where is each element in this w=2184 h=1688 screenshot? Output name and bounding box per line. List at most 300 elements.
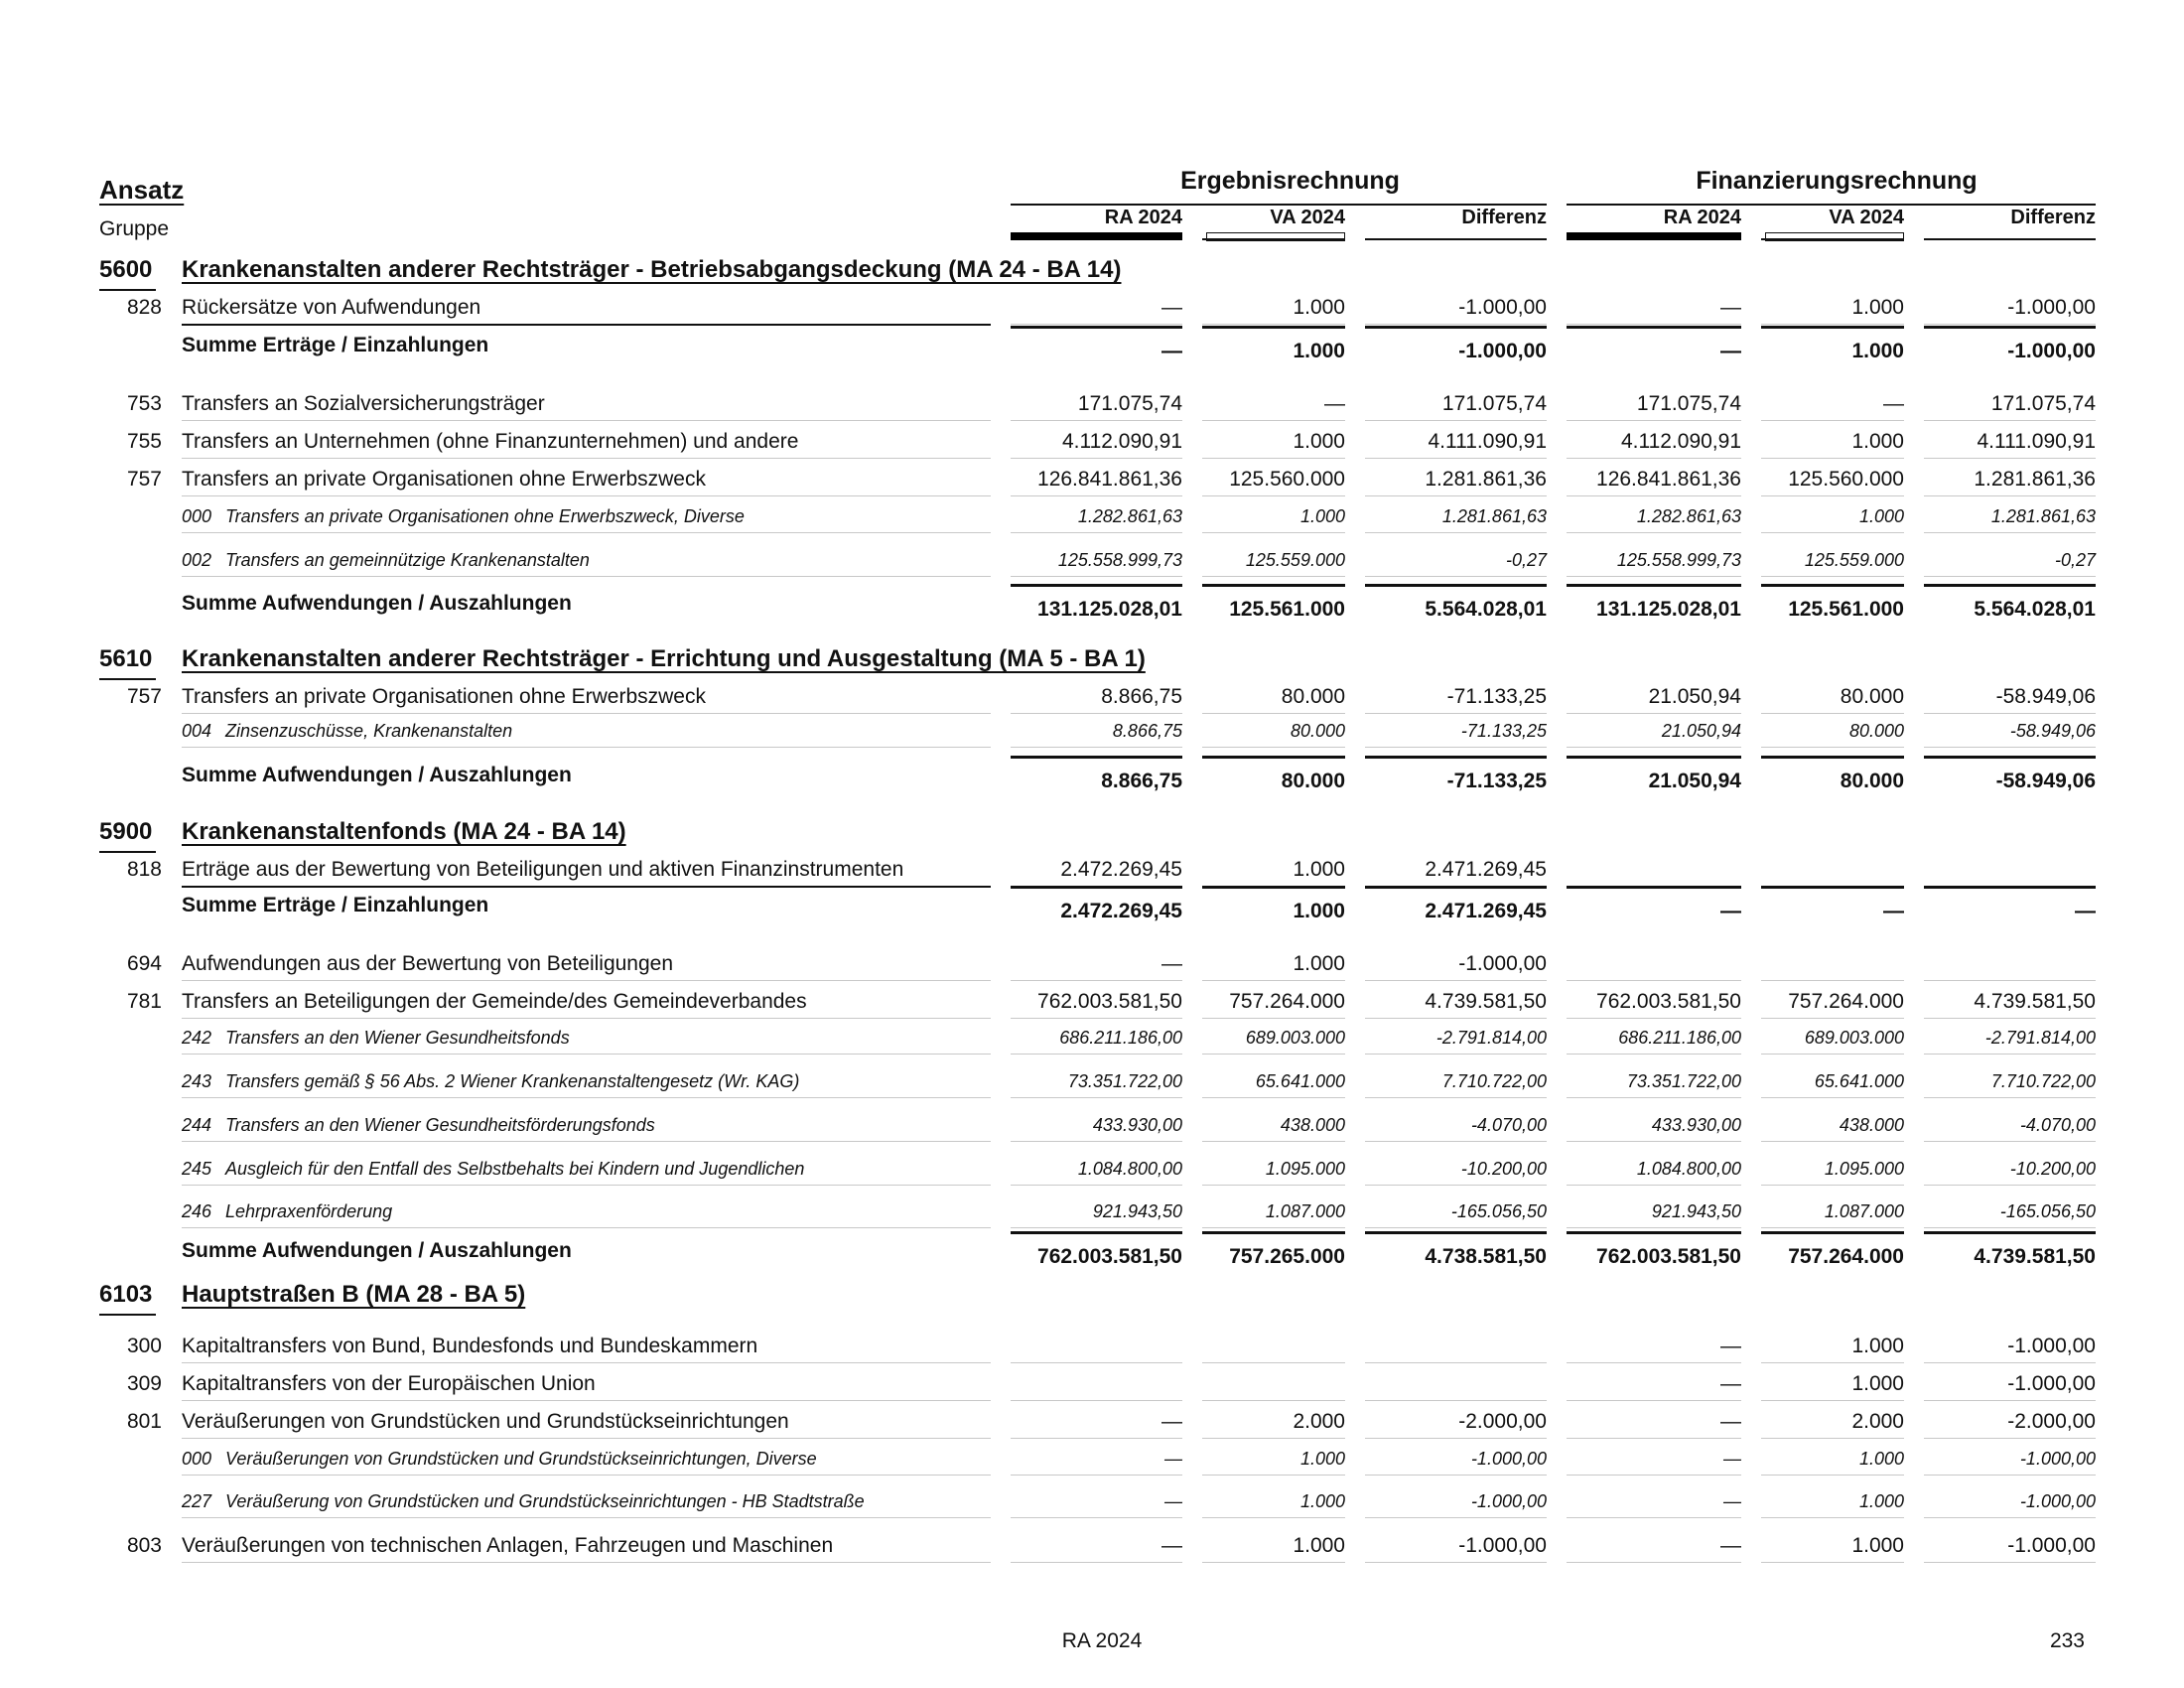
label-underline [182,1227,991,1228]
value-underline [1567,713,1741,714]
sub-row [0,548,2184,588]
row-code: 818 [126,858,162,881]
row-value: 1.000 [1851,1372,1904,1395]
value-underline [1011,1018,1182,1019]
row-value: 5.564.028,01 [1425,598,1547,621]
row-value: 1.000 [1851,1534,1904,1557]
row-value: 757.264.000 [1788,1245,1904,1268]
col-header-ra-finanz: RA 2024 [1663,207,1741,228]
value-underline [1202,1400,1345,1401]
value-underline [1761,495,1904,496]
page-number: 233 [2049,1629,2085,1652]
section-code: 5900 [99,818,153,845]
row-value: -1.000,00 [2019,1449,2096,1469]
row-value: — [1720,296,1741,319]
row-label: Transfers an private Organisationen ohne Erwerbszweck [182,685,706,708]
row-value: 1.084.800,00 [1636,1159,1741,1179]
row-value: 125.558.999,73 [1616,550,1741,570]
row-value: 762.003.581,50 [1596,1245,1741,1268]
value-underline [1761,532,1904,533]
value-underline [1924,1517,2096,1518]
table-row [0,1335,2184,1374]
label-underline [182,1562,991,1563]
value-underline [1567,1231,1741,1234]
table-row [0,1534,2184,1574]
row-value: -1.000,00 [2007,1335,2096,1357]
row-value: -1.000,00 [1458,1534,1547,1557]
label-underline [182,1185,991,1186]
row-value: 125.560.000 [1229,468,1345,491]
value-underline [1202,584,1345,587]
value-underline [1202,1362,1345,1363]
value-underline [1924,420,2096,421]
row-value: — [1164,1491,1182,1511]
row-value: 686.211.186,00 [1618,1028,1741,1048]
value-underline [1365,1231,1547,1234]
row-value: 2.472.269,45 [1060,858,1182,881]
row-value: 7.710.722,00 [1441,1071,1547,1091]
row-label: Summe Aufwendungen / Auszahlungen [182,1239,572,1262]
value-underline [1567,1018,1741,1019]
section-title: Krankenanstalten anderer Rechtsträger - Errichtung und Ausgestaltung (MA 5 - BA 1) [182,645,1146,672]
row-code: 000 [182,1449,212,1469]
row-value: 1.087.000 [1824,1201,1904,1221]
col-header-va-finanz: VA 2024 [1829,207,1904,228]
sum-row [0,894,2184,939]
value-underline [1365,1517,1547,1518]
row-value: 5.564.028,01 [1974,598,2096,621]
row-value: 8.866,75 [1101,685,1182,708]
ergebnisrechnung-title: Ergebnisrechnung [1180,167,1400,195]
row-value: — [1324,392,1345,415]
row-value: — [1720,340,1741,362]
row-code: 245 [182,1159,212,1179]
row-value: -2.791.814,00 [1435,1028,1547,1048]
row-value: 1.281.861,63 [1990,506,2096,526]
value-underline [1202,1054,1345,1055]
value-underline [1567,532,1741,533]
value-underline [1365,324,1547,325]
label-underline [182,495,991,496]
value-underline [1202,1141,1345,1142]
row-value: -0,27 [2054,550,2096,570]
value-underline [1011,576,1182,577]
value-underline [1202,1517,1345,1518]
row-code: 757 [126,685,162,708]
row-label: Transfers gemäß § 56 Abs. 2 Wiener Krankenanstaltengesetz (Wr. KAG) [225,1071,800,1091]
row-value: 689.003.000 [1804,1028,1904,1048]
value-underline [1761,980,1904,981]
value-underline [1567,1054,1741,1055]
value-underline [1011,1400,1182,1401]
row-value: 1.281.861,63 [1441,506,1547,526]
value-underline [1567,1562,1741,1563]
row-value: 2.471.269,45 [1425,900,1547,922]
value-underline [1761,1362,1904,1363]
value-underline [1365,420,1547,421]
row-value: 1.000 [1858,1491,1904,1511]
row-value: -1.000,00 [2007,340,2096,362]
row-value: 438.000 [1839,1115,1904,1135]
row-value: 4.111.090,91 [1977,430,2096,453]
value-underline [1924,1097,2096,1098]
value-underline [1567,324,1741,325]
value-underline [1011,1185,1182,1186]
sub-row [0,1026,2184,1065]
value-underline [1202,1231,1345,1234]
row-value: -2.000,00 [1458,1410,1547,1433]
row-label: Veräußerungen von Grundstücken und Grundstückseinrichtungen, Diverse [225,1449,817,1469]
value-underline [1011,756,1182,759]
section-title: Hauptstraßen B (MA 28 - BA 5) [182,1281,526,1308]
value-underline [1761,713,1904,714]
row-value: -1.000,00 [2019,1491,2096,1511]
section-title: Krankenanstaltenfonds (MA 24 - BA 14) [182,818,626,845]
value-underline [1365,886,1547,889]
value-underline [1365,756,1547,759]
row-code: 000 [182,506,212,526]
value-underline [1011,326,1182,329]
value-underline [1365,1562,1547,1563]
row-value: 80.000 [1848,721,1904,741]
row-value: 433.930,00 [1651,1115,1741,1135]
row-value: 80.000 [1840,770,1904,792]
value-underline [1011,1097,1182,1098]
row-label: Transfers an private Organisationen ohne Erwerbszweck, Diverse [225,506,745,526]
value-underline [1924,532,2096,533]
value-underline [1761,886,1904,889]
value-underline [1567,458,1741,459]
label-underline [182,1097,991,1098]
row-value: 2.472.269,45 [1060,900,1182,922]
row-value: -58.949,06 [1995,685,2096,708]
value-underline [1567,420,1741,421]
value-underline [1761,326,1904,329]
value-underline [1761,576,1904,577]
value-underline [1202,326,1345,329]
value-underline [1924,326,2096,329]
value-underline [1761,1141,1904,1142]
row-value: — [2075,900,2096,922]
row-value: 757.265.000 [1229,1245,1345,1268]
row-value: -1.000,00 [1458,340,1547,362]
row-value: -71.133,25 [1446,770,1547,792]
value-underline [1567,1475,1741,1476]
row-value: — [1720,1534,1741,1557]
section-code: 5600 [99,256,153,283]
row-value: 4.738.581,50 [1425,1245,1547,1268]
table-row [0,430,2184,470]
value-underline [1924,1054,2096,1055]
label-underline [182,1438,991,1439]
label-underline [182,1141,991,1142]
row-value: — [1161,296,1182,319]
ra-solid-marker [1567,232,1741,240]
value-underline [1365,980,1547,981]
row-label: Transfers an gemeinnützige Krankenanstalten [225,550,590,570]
table-row [0,952,2184,992]
value-underline [1011,1231,1182,1234]
row-value: 1.000 [1299,506,1345,526]
value-underline [1567,1141,1741,1142]
row-label: Summe Aufwendungen / Auszahlungen [182,764,572,786]
row-value: 762.003.581,50 [1596,990,1741,1013]
label-underline [182,1400,991,1401]
row-value: 1.000 [1851,430,1904,453]
row-value: 1.084.800,00 [1077,1159,1182,1179]
value-underline [1924,1438,2096,1439]
row-code: 227 [182,1491,212,1511]
sub-row [0,504,2184,544]
row-value: — [1161,1410,1182,1433]
value-underline [1202,1562,1345,1563]
value-underline [1202,756,1345,759]
row-code: 246 [182,1201,212,1221]
value-underline [1924,1475,2096,1476]
value-underline [1761,1475,1904,1476]
row-value: 1.087.000 [1265,1201,1345,1221]
value-underline [1924,584,2096,587]
row-value: -58.949,06 [2009,721,2096,741]
sum-row [0,1239,2184,1285]
table-row [0,1372,2184,1412]
row-value: — [1161,952,1182,975]
section-code: 6103 [99,1281,153,1308]
row-value: — [1161,340,1182,362]
row-value: -1.000,00 [2007,296,2096,319]
row-code: 309 [126,1372,162,1395]
row-value: 4.112.090,91 [1061,430,1182,453]
row-value: 126.841.861,36 [1596,468,1741,491]
value-underline [1761,1227,1904,1228]
table-row [0,990,2184,1030]
value-underline [1567,1438,1741,1439]
va-hollow-marker [1765,232,1904,241]
value-underline [1365,713,1547,714]
row-value: 125.559.000 [1804,550,1904,570]
sub-row [0,1489,2184,1529]
value-underline [1365,1097,1547,1098]
row-value: -58.949,06 [1995,770,2096,792]
value-underline [1011,1562,1182,1563]
row-value: 80.000 [1281,770,1345,792]
row-value: 1.000 [1851,1335,1904,1357]
row-label: Transfers an Unternehmen (ohne Finanzunternehmen) und andere [182,430,799,453]
row-value: — [1883,392,1904,415]
row-value: 171.075,74 [1441,392,1547,415]
value-underline [1924,980,2096,981]
row-value: 1.000 [1293,340,1345,362]
value-underline [1011,1227,1182,1228]
row-value: -165.056,50 [1450,1201,1547,1221]
table-row [0,296,2184,336]
value-underline [1202,1475,1345,1476]
value-underline [1924,1018,2096,1019]
row-label: Rückersätze von Aufwendungen [182,296,481,319]
row-code: 801 [126,1410,162,1433]
row-value: 1.095.000 [1265,1159,1345,1179]
row-value: 7.710.722,00 [1990,1071,2096,1091]
row-code: 757 [126,468,162,491]
row-value: 80.000 [1290,721,1345,741]
value-underline [1202,1097,1345,1098]
row-value: 125.560.000 [1788,468,1904,491]
value-underline [1365,1475,1547,1476]
value-underline [1011,495,1182,496]
row-code: 694 [126,952,162,975]
row-value: -1.000,00 [1470,1491,1547,1511]
row-value: -71.133,25 [1460,721,1547,741]
value-underline [1202,458,1345,459]
value-underline [1924,1231,2096,1234]
row-code: 300 [126,1335,162,1357]
value-underline [1011,886,1182,889]
value-underline [1011,324,1182,325]
row-value: -0,27 [1505,550,1547,570]
value-underline [1011,1054,1182,1055]
label-underline [182,886,991,888]
row-value: 921.943,50 [1092,1201,1182,1221]
section-code-underline [99,289,156,291]
row-value: -165.056,50 [1999,1201,2096,1221]
value-underline [1761,1231,1904,1234]
value-underline [1202,1018,1345,1019]
row-value: 125.561.000 [1229,598,1345,621]
row-value: 1.095.000 [1824,1159,1904,1179]
row-label: Ausgleich für den Entfall des Selbstbehalts bei Kindern und Jugendlichen [225,1159,805,1179]
row-value: 21.050,94 [1648,770,1741,792]
table-row [0,1410,2184,1450]
table-row [0,858,2184,898]
value-underline [1924,458,2096,459]
value-underline [1567,1185,1741,1186]
section-title: Krankenanstalten anderer Rechtsträger - Betriebsabgangsdeckung (MA 24 - BA 14) [182,256,1122,283]
row-value: -4.070,00 [2019,1115,2096,1135]
value-underline [1567,1362,1741,1363]
row-value: 1.000 [1293,1534,1345,1557]
label-underline [182,980,991,981]
section-code: 5610 [99,645,153,672]
row-value: 1.000 [1851,340,1904,362]
value-underline [1202,886,1345,889]
label-underline [182,420,991,421]
label-underline [182,458,991,459]
row-value: 757.264.000 [1229,990,1345,1013]
value-underline [1202,980,1345,981]
value-underline [1202,747,1345,748]
section-code-underline [99,678,156,680]
value-underline [1924,756,2096,759]
row-label: Transfers an den Wiener Gesundheitsfonds [225,1028,570,1048]
row-value: 131.125.028,01 [1596,598,1741,621]
value-underline [1365,326,1547,329]
row-code: 828 [126,296,162,319]
col-header-ra-ergebnis: RA 2024 [1104,207,1182,228]
row-label: Transfers an den Wiener Gesundheitsförderungsfonds [225,1115,655,1135]
finanzierungsrechnung-title: Finanzierungsrechnung [1696,167,1978,195]
ra-solid-marker [1011,232,1182,240]
value-underline [1011,420,1182,421]
row-value: 2.000 [1293,1410,1345,1433]
section-code-underline [99,1314,156,1316]
value-underline [1365,458,1547,459]
value-underline [1365,1054,1547,1055]
row-value: — [1720,1372,1741,1395]
row-value: 21.050,94 [1648,685,1741,708]
value-underline [1761,1438,1904,1439]
row-value: 757.264.000 [1788,990,1904,1013]
col-header-va-ergebnis: VA 2024 [1270,207,1345,228]
row-label: Transfers an private Organisationen ohne Erwerbszweck [182,468,706,491]
row-value: 8.866,75 [1112,721,1182,741]
value-underline [1924,713,2096,714]
value-underline [1365,1185,1547,1186]
value-underline [1924,324,2096,325]
value-underline [1011,747,1182,748]
row-label: Transfers an Beteiligungen der Gemeinde/des Gemeindeverbandes [182,990,807,1013]
value-underline [1761,1562,1904,1563]
row-label: Kapitaltransfers von Bund, Bundesfonds und Bundeskammern [182,1335,758,1357]
finanz-group-line [1567,204,2096,206]
row-code: 755 [126,430,162,453]
row-value: — [1723,1449,1741,1469]
row-value: 4.112.090,91 [1620,430,1741,453]
value-underline [1567,576,1741,577]
value-underline [1011,1141,1182,1142]
value-underline [1761,584,1904,587]
row-value: 131.125.028,01 [1037,598,1182,621]
row-value: -10.200,00 [2009,1159,2096,1179]
row-value: 171.075,74 [1990,392,2096,415]
value-underline [1924,1562,2096,1563]
row-value: 125.558.999,73 [1057,550,1182,570]
row-value: 1.000 [1293,430,1345,453]
label-underline [182,576,991,577]
row-value: 80.000 [1281,685,1345,708]
row-value: 762.003.581,50 [1037,1245,1182,1268]
value-underline [1924,1185,2096,1186]
row-code: 781 [126,990,162,1013]
value-underline [1011,1438,1182,1439]
label-underline [182,324,991,326]
row-value: 1.282.861,63 [1077,506,1182,526]
row-value: 73.351.722,00 [1067,1071,1182,1091]
sum-row [0,592,2184,637]
row-value: 21.050,94 [1661,721,1741,741]
value-underline [1365,532,1547,533]
value-underline [1202,576,1345,577]
row-value: 1.000 [1293,900,1345,922]
row-value: -4.070,00 [1470,1115,1547,1135]
value-underline [1567,1097,1741,1098]
row-code: 004 [182,721,212,741]
value-underline [1761,324,1904,325]
label-underline [182,532,991,533]
row-value: — [1720,1410,1741,1433]
value-underline [1924,886,2096,889]
header-ansatz: Ansatz [99,175,185,205]
value-underline [1202,1227,1345,1228]
row-value: 689.003.000 [1245,1028,1345,1048]
value-underline [1761,1517,1904,1518]
value-underline [1202,420,1345,421]
value-underline [1202,495,1345,496]
row-label: Veräußerungen von Grundstücken und Grundstückseinrichtungen [182,1410,789,1433]
row-code: 753 [126,392,162,415]
value-underline [1011,1517,1182,1518]
row-value: — [1720,1335,1741,1357]
value-underline [1567,886,1741,889]
